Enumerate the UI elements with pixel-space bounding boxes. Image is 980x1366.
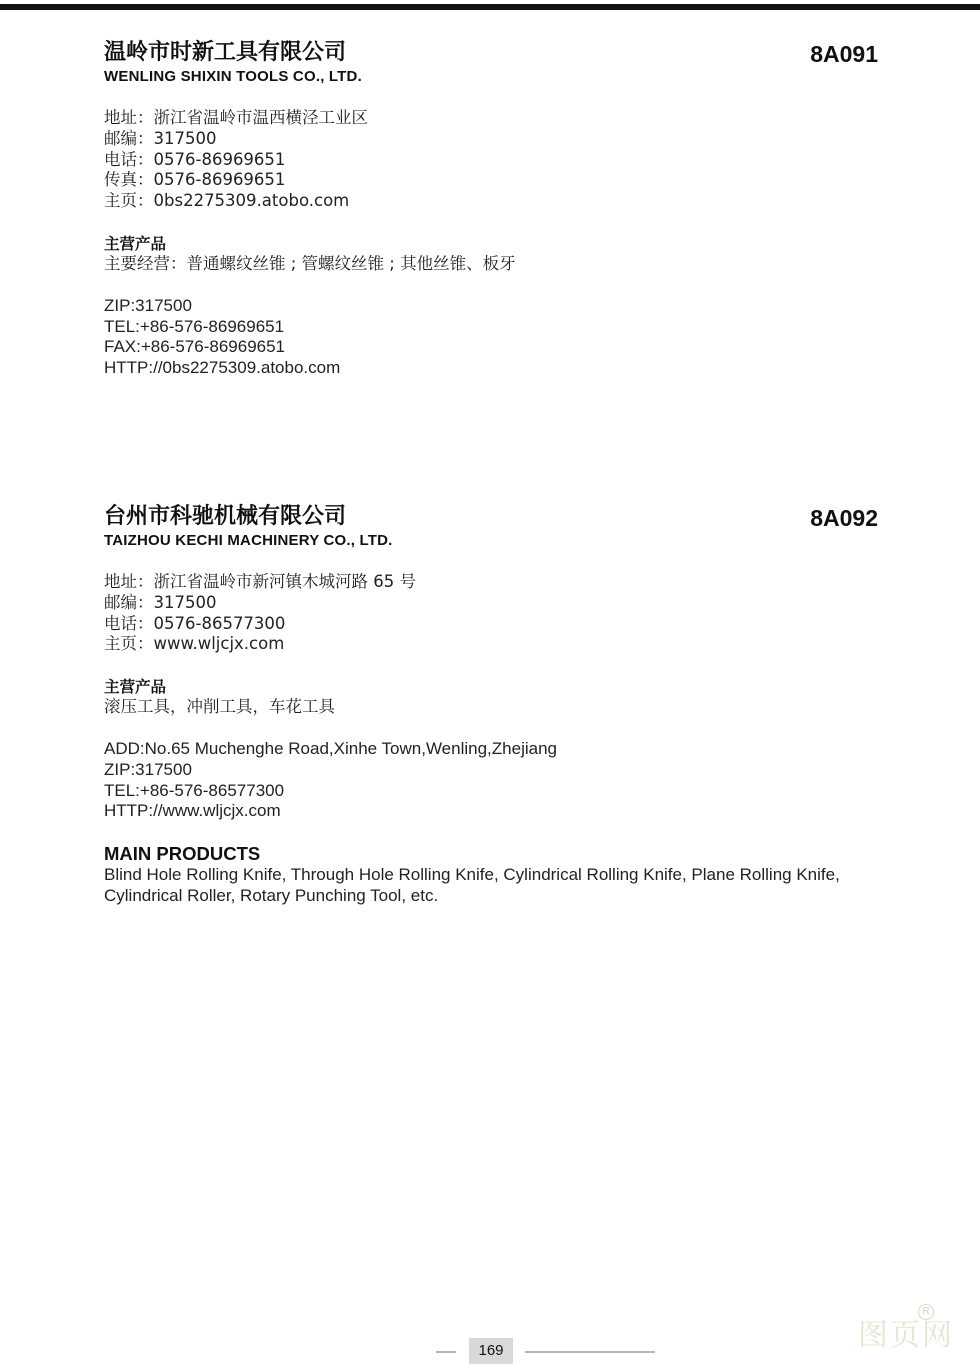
company-name-en: WENLING SHIXIN TOOLS CO., LTD. [104, 68, 362, 85]
tel-en: TEL:+86-576-86577300 [104, 780, 285, 800]
homepage-cn: 主页：www.wljcjx.com [104, 634, 285, 654]
registered-mark-icon: R [918, 1304, 934, 1320]
main-products-text: Blind Hole Rolling Knife, Through Hole Rolling Knife, Cylindrical Rolling Knife, Plane Rolling Knife, Cylindrical Roller, Rotary Punching Tool, etc. [104, 865, 840, 906]
address-en: ADD:No.65 Muchenghe Road,Xinhe Town,Wenling,Zhejiang [104, 738, 557, 758]
fax-en: FAX:+86-576-86969651 [104, 337, 286, 357]
contact-info-cn [104, 108, 884, 212]
zip-cn: 邮编：317500 [104, 592, 217, 612]
homepage-cn: 主页：0bs2275309.atobo.com [104, 191, 350, 211]
address-cn: 地址：浙江省温岭市温西横泾工业区 [104, 108, 368, 127]
phone-cn: 电话：0576-86577300 [104, 613, 286, 633]
watermark-logo: 图页网 [858, 1318, 954, 1353]
booth-code: 8A091 [810, 41, 878, 67]
phone-cn: 电话：0576-86969651 [104, 149, 286, 169]
main-products-heading: MAIN PRODUCTS [104, 843, 261, 865]
http-en: HTTP://0bs2275309.atobo.com [104, 358, 341, 378]
spacer [104, 718, 884, 739]
page-number: 169 [469, 1338, 513, 1364]
top-rule [0, 4, 980, 10]
products-text-cn: 滚压工具，冲削工具，车花工具 [104, 697, 335, 717]
products-heading-cn: 主营产品 [104, 678, 167, 697]
tel-en: TEL:+86-576-86969651 [104, 316, 285, 336]
zip-en: ZIP:317500 [104, 759, 192, 779]
zip-en: ZIP:317500 [104, 295, 192, 315]
products-heading-cn: 主营产品 [104, 234, 167, 253]
contact-info-en [104, 739, 884, 822]
fax-cn: 传真：0576-86969651 [104, 170, 286, 190]
booth-code: 8A092 [810, 505, 878, 531]
company-name-en: TAIZHOU KECHI MACHINERY CO., LTD. [104, 532, 393, 549]
company-name-cn: 台州市科驰机械有限公司 [104, 504, 347, 529]
spacer [104, 275, 884, 296]
footer-rule-left [436, 1351, 456, 1353]
footer-rule-right [525, 1351, 655, 1353]
contact-info-cn [104, 572, 884, 655]
zip-cn: 邮编：317500 [104, 128, 217, 148]
contact-info-en [104, 296, 884, 379]
company-entry-8a092 [104, 502, 884, 906]
company-name-cn: 温岭市时新工具有限公司 [104, 40, 347, 65]
company-entry-8a091 [104, 38, 884, 379]
address-cn: 地址：浙江省温岭市新河镇木城河路 65 号 [104, 572, 416, 591]
http-en: HTTP://www.wljcjx.com [104, 801, 281, 821]
products-text-cn: 主要经营：普通螺纹丝锥 ; 管螺纹丝锥 ; 其他丝锥、板牙 [104, 253, 516, 273]
